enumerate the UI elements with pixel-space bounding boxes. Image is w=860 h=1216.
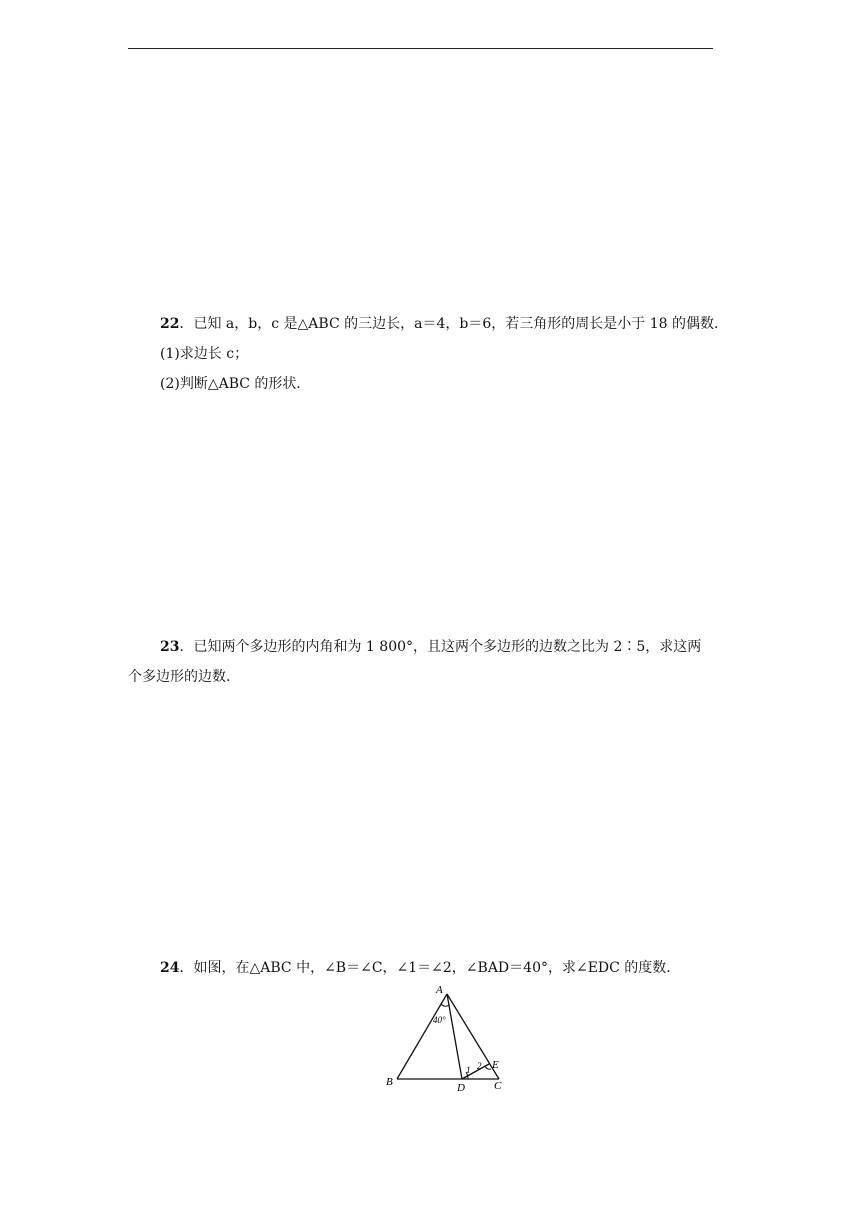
question-22 [160, 314, 728, 334]
question-23 [160, 637, 701, 657]
angle-bad-arc [441, 1004, 449, 1006]
question-22-part-2: (2)判断△ABC 的形状． [160, 376, 311, 392]
side-ab [397, 994, 447, 1079]
question-22-number: 22 [160, 316, 180, 332]
label-c: C [494, 1080, 502, 1092]
question-23-number: 23 [160, 639, 180, 655]
label-a: A [436, 984, 443, 996]
header-rule [128, 48, 713, 49]
question-22-text: ．已知 a，b，c 是△ABC 的三边长，a＝4，b＝6，若三角形的周长是小于 18 的偶数． [179, 316, 728, 332]
label-angle-1: 1 [466, 1065, 471, 1075]
label-angle-bad: 40° [433, 1015, 446, 1025]
question-24-number: 24 [160, 960, 180, 976]
triangle-figure [380, 982, 510, 1092]
question-23-text-line-2: 个多边形的边数． [128, 669, 240, 685]
question-24-text: ．如图，在△ABC 中，∠B＝∠C，∠1＝∠2，∠BAD＝40°，求∠EDC 的度数． [179, 960, 681, 976]
question-24 [160, 958, 680, 978]
label-d: D [457, 1082, 465, 1092]
question-22-part-1: (1)求边长 c； [160, 346, 249, 362]
label-b: B [386, 1076, 393, 1088]
question-23-text-line-1: ．已知两个多边形的内角和为 1 800°，且这两个多边形的边数之比为 2∶5，求这两 [179, 639, 702, 655]
angle-2-arc [485, 1066, 491, 1069]
label-e: E [492, 1059, 499, 1071]
label-angle-2: 2 [477, 1061, 482, 1071]
